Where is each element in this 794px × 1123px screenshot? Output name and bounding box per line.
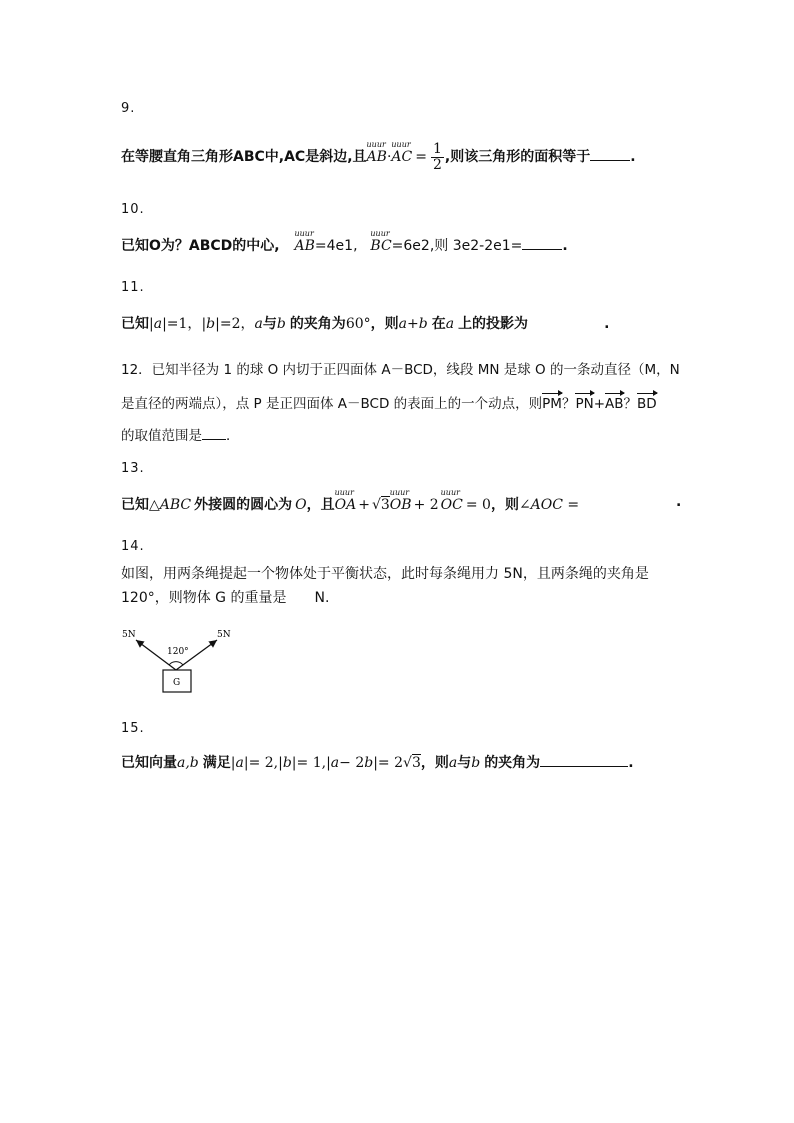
q14-force-figure: [114, 624, 244, 696]
q14-line2: 120°，则物体 G 的重量是 N.: [121, 590, 330, 606]
q10-pre: 已知O为？ABCD的中心,: [121, 238, 280, 254]
object-label: G: [173, 678, 181, 688]
q13-number: 13.: [121, 461, 145, 476]
q9-post: ,则该三角形的面积等于: [444, 149, 591, 166]
q15-answer-blank: [540, 752, 628, 767]
q12-vec-ab: AB: [605, 396, 624, 412]
q13-vec-oc: uuur OC: [440, 488, 463, 513]
q12-vec-pm: PM: [542, 396, 562, 412]
q12-line2: 是直径的两端点），点 P 是正四面体 A－BCD 的表面上的一个动点，则PM？PN+AB？BD: [121, 396, 657, 412]
q12-vec-pn: PN: [575, 396, 594, 412]
q14-line1: 如图，用两条绳提起一个物体处于平衡状态，此时每条绳用力 5N，且两条绳的夹角是: [121, 566, 649, 582]
left-force-label: 5N: [122, 630, 136, 640]
right-force-label: 5N: [217, 630, 231, 640]
q12-vec-bd: BD: [637, 396, 657, 412]
q9-pre: 在等腰直角三角形ABC中,AC是斜边,且: [121, 149, 367, 166]
q15-number: 15.: [121, 721, 145, 736]
q12-answer-blank: [202, 425, 226, 440]
q11-text: 已知|a|=1，|b|=2，a与b 的夹角为60°，则a+b 在a 上的投影为 .: [121, 316, 610, 332]
q12-line3: 的取值范围是 ．: [121, 424, 240, 444]
q13-vec-oa: uuur OA: [334, 488, 357, 513]
q13-sqrt3: 3: [380, 497, 390, 513]
q10-text: 已知O为？ABCD的中心, uuur AB=4e1, uuur BC=6e2,则 3e2-2e1= .: [121, 229, 568, 254]
q11-number: 11.: [121, 280, 145, 295]
q13-vec-ob: uuur OB: [389, 488, 412, 513]
q15-vectors: a,b: [177, 755, 199, 771]
q11-vec-b: b: [206, 316, 216, 332]
q13-end: .: [676, 494, 682, 510]
angle-label: 120°: [167, 647, 189, 657]
q14-number: 14.: [121, 539, 145, 554]
q15-sqrt3: 3: [411, 755, 421, 771]
q11-vec-a: a: [153, 316, 163, 332]
q10-number: 10.: [121, 202, 145, 217]
q12-line1: 12．已知半径为 1 的球 O 内切于正四面体 A－BCD，线段 MN 是球 O 的一条动直径（M，N: [121, 362, 680, 378]
q15-text: 已知向量a,b 满足|a|= 2,|b|= 1,|a− 2b|= 2√3，则a与b 的夹角为 .: [121, 752, 634, 772]
angle-arc: [169, 662, 183, 665]
q10-answer-blank: [522, 235, 562, 250]
q13-text: 已知△ABC 外接圆的圆心为 O，且 uuur OA + √3 uuur OB + 2 uuur OC = 0，则∠AOC =: [121, 488, 580, 513]
q9-answer-blank: [590, 146, 630, 161]
q10-vec-ab: uuur AB: [294, 229, 315, 254]
q9-text: 在等腰直角三角形ABC中,AC是斜边,且 uuur AB· uuur AC = $\frac{1}{2}$ ,则该三角形的面积等于 .: [121, 140, 636, 173]
q13-triangle: △ABC: [149, 497, 192, 513]
q9-vec-ac: uuur AC: [391, 140, 413, 166]
q9-vec-ab: uuur AB: [366, 140, 387, 166]
q9-fraction: $\frac{1}{2}$: [432, 141, 442, 173]
q9-number: 9.: [121, 101, 136, 116]
q10-vec-bc: uuur BC: [370, 229, 392, 254]
